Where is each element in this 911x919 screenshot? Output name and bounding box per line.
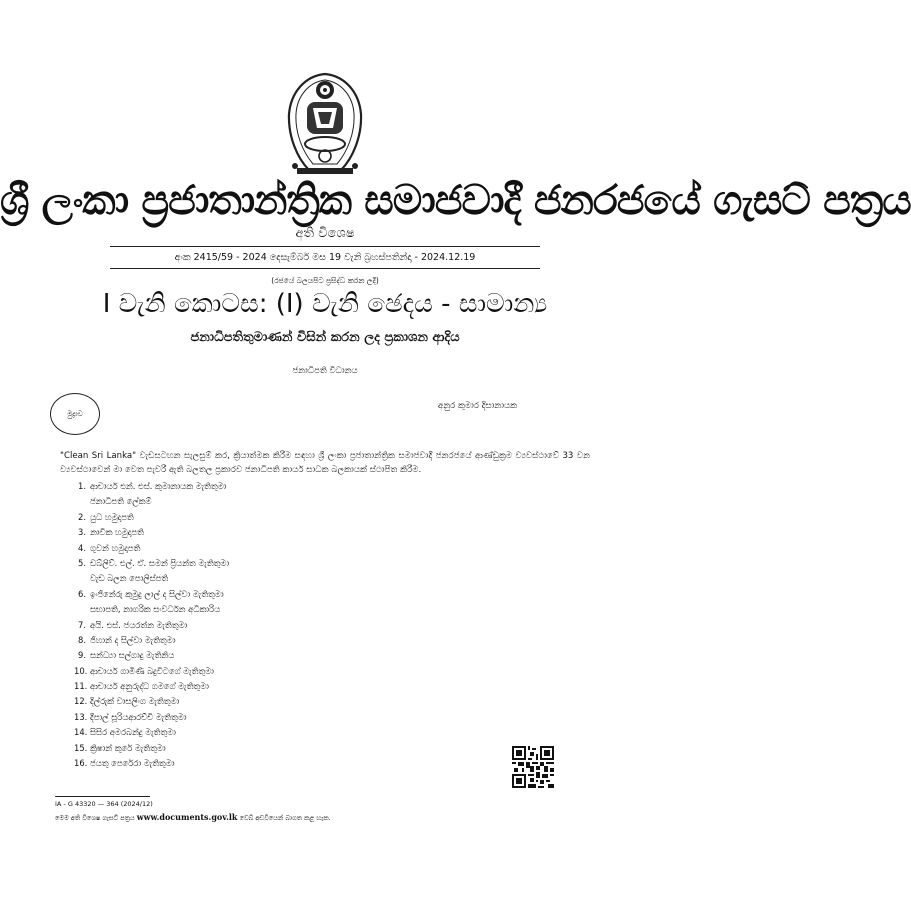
member-number: 14. xyxy=(74,727,88,738)
member-number: 3. xyxy=(78,527,86,538)
member-name: ආචාර්ය අනුරුද්ධ ගමගේ මැතිතුමා xyxy=(90,681,209,692)
header-rule-bottom xyxy=(110,268,540,269)
signatory-name: අනුර කුමාර දිසානායක xyxy=(438,401,518,411)
list-item xyxy=(74,541,229,556)
member-number: 5. xyxy=(78,557,86,568)
footer-code: IA - G 43320 — 364 (2024/12) xyxy=(55,800,153,808)
seal-stamp xyxy=(50,393,100,435)
member-number: 15. xyxy=(74,742,88,753)
list-item xyxy=(74,710,229,725)
member-number: 13. xyxy=(74,711,88,722)
list-item xyxy=(74,587,229,602)
list-item xyxy=(74,525,229,540)
member-name: ජයතු පෙරේරා මැතිතුමා xyxy=(90,758,175,769)
list-item xyxy=(74,633,229,648)
member-number: 11. xyxy=(74,681,88,692)
member-title: ජනාධිපති ලේකම් xyxy=(90,496,152,507)
footer-url[interactable]: www.documents.gov.lk xyxy=(136,812,238,822)
member-name: ආචාර්ය එන්. එස්. කුමානායක මැතිතුමා xyxy=(90,481,227,491)
qr-code-icon xyxy=(512,746,554,788)
member-name: සිසිර අමරබන්දු මැතිතුමා xyxy=(90,727,176,738)
member-number: 10. xyxy=(74,665,88,676)
member-number: 16. xyxy=(74,758,88,769)
member-name: අයි. එස්. ජයරත්න මැතිතුමා xyxy=(90,619,188,630)
member-number: 6. xyxy=(78,588,86,599)
member-name: ගුවන් හමුදාපති xyxy=(90,542,141,553)
footer-rule xyxy=(55,796,150,797)
header-rule-top xyxy=(110,246,540,247)
list-item xyxy=(74,741,229,756)
member-name: දීපාල් සූරියආරච්චි මැතිතුමා xyxy=(90,711,187,722)
list-item xyxy=(74,694,229,709)
footer-note xyxy=(55,812,331,823)
seal-label: මුද්‍රාව xyxy=(67,409,83,418)
member-name: ඩබ්ලිව්. එල්. ඒ. සමන් ප්‍රියන්ත මැතිතුමා xyxy=(90,557,230,568)
part-title: I වැනි කොටස: (I) වැනි ඡෙදය - සාමාන්‍ය xyxy=(102,289,548,319)
publication-note: (රජයේ බලයපිට ප්‍රසිද්ධ කරන ලදී) xyxy=(271,276,379,285)
footer-note-suffix: වෙබ් අඩවියෙන් බාගත කළ හැක. xyxy=(239,814,331,822)
intro-paragraph: "Clean Sri Lanka" වැඩසටහන සැලසුම් කර, ක්‍රියාත්මක කිරීම සඳහා ශ්‍රී ලංකා ප්‍රජාතාන්ත්‍රික සමාජවාදී ජනරජයේ ආණ්ඩුක්‍රම ව්‍යවස්ථාවේ 33 වන ව්‍යවස්ථාවෙන් මා වෙත පැවරී ඇති බලතල ප්‍රකාරව ජනාධිපති කාර්ය සාධක බලකායක් ස්ථාපිත කිරීම. xyxy=(60,451,590,475)
issue-line: අංක 2415/59 - 2024 දෙසැම්බර් මස 19 වැනි බ්‍රහස්පතින්දා - 2024.12.19 xyxy=(174,252,476,263)
member-name: සන්ධ්‍යා සල්ගාදු මැතිනිය xyxy=(90,650,175,661)
member-name: ක්‍රිෂාන් කුරේ මැතිතුමා xyxy=(90,742,166,753)
gazette-title: ශ්‍රී ලංකා ප්‍රජාතාන්ත්‍රික සමාජවාදී ජනරජයේ ගැසට් පත්‍රය xyxy=(0,176,911,224)
list-item xyxy=(74,679,229,694)
member-name: ඉංජිනේරු කුමුදු ලාල් ද සිල්වා මැතිතුමා xyxy=(90,588,224,599)
extraordinary-label: අති විශෙෂ xyxy=(295,226,355,241)
member-name: ජිහාන් ද සිල්වා මැතිතුමා xyxy=(90,634,176,645)
secretariat-label: ජනාධිපති විධානය xyxy=(292,366,358,376)
member-number: 8. xyxy=(78,634,86,645)
member-number: 7. xyxy=(78,619,86,630)
list-item xyxy=(74,618,229,633)
member-number: 2. xyxy=(78,511,86,522)
member-number: 1. xyxy=(78,481,86,491)
list-item xyxy=(74,510,229,525)
list-item xyxy=(74,648,229,663)
member-name: නාවික හමුදාපති xyxy=(90,527,144,538)
list-item xyxy=(74,756,229,771)
member-number: 4. xyxy=(78,542,86,553)
member-title: වැඩ බලන පොලිස්පති xyxy=(90,573,169,584)
sri-lanka-emblem-icon xyxy=(283,70,367,180)
member-name: යුධ හමුදාපති xyxy=(90,511,134,522)
proclamations-heading: ජනාධිපතිතුමාණන් විසින් කරන ලද ප්‍රකාශන ආදිය xyxy=(190,330,460,345)
member-number: 12. xyxy=(74,696,88,707)
member-name: ආචාර්ය ගාමිණී බදුවිටගේ මැතිතුමා xyxy=(90,665,214,676)
member-list xyxy=(74,479,229,771)
list-item xyxy=(74,479,229,494)
member-number: 9. xyxy=(78,650,86,661)
member-name: දිල්රුක් වාසලිංග මැතිතුමා xyxy=(90,696,180,707)
list-item xyxy=(74,725,229,740)
member-title: සභාපති, නාගරික සංවර්ධන අධිකාරිය xyxy=(90,604,221,615)
footer-note-prefix: මෙම අති විශෙෂ ගැසට් පත්‍රය xyxy=(55,814,135,822)
list-item xyxy=(74,664,229,679)
list-item xyxy=(74,556,229,571)
